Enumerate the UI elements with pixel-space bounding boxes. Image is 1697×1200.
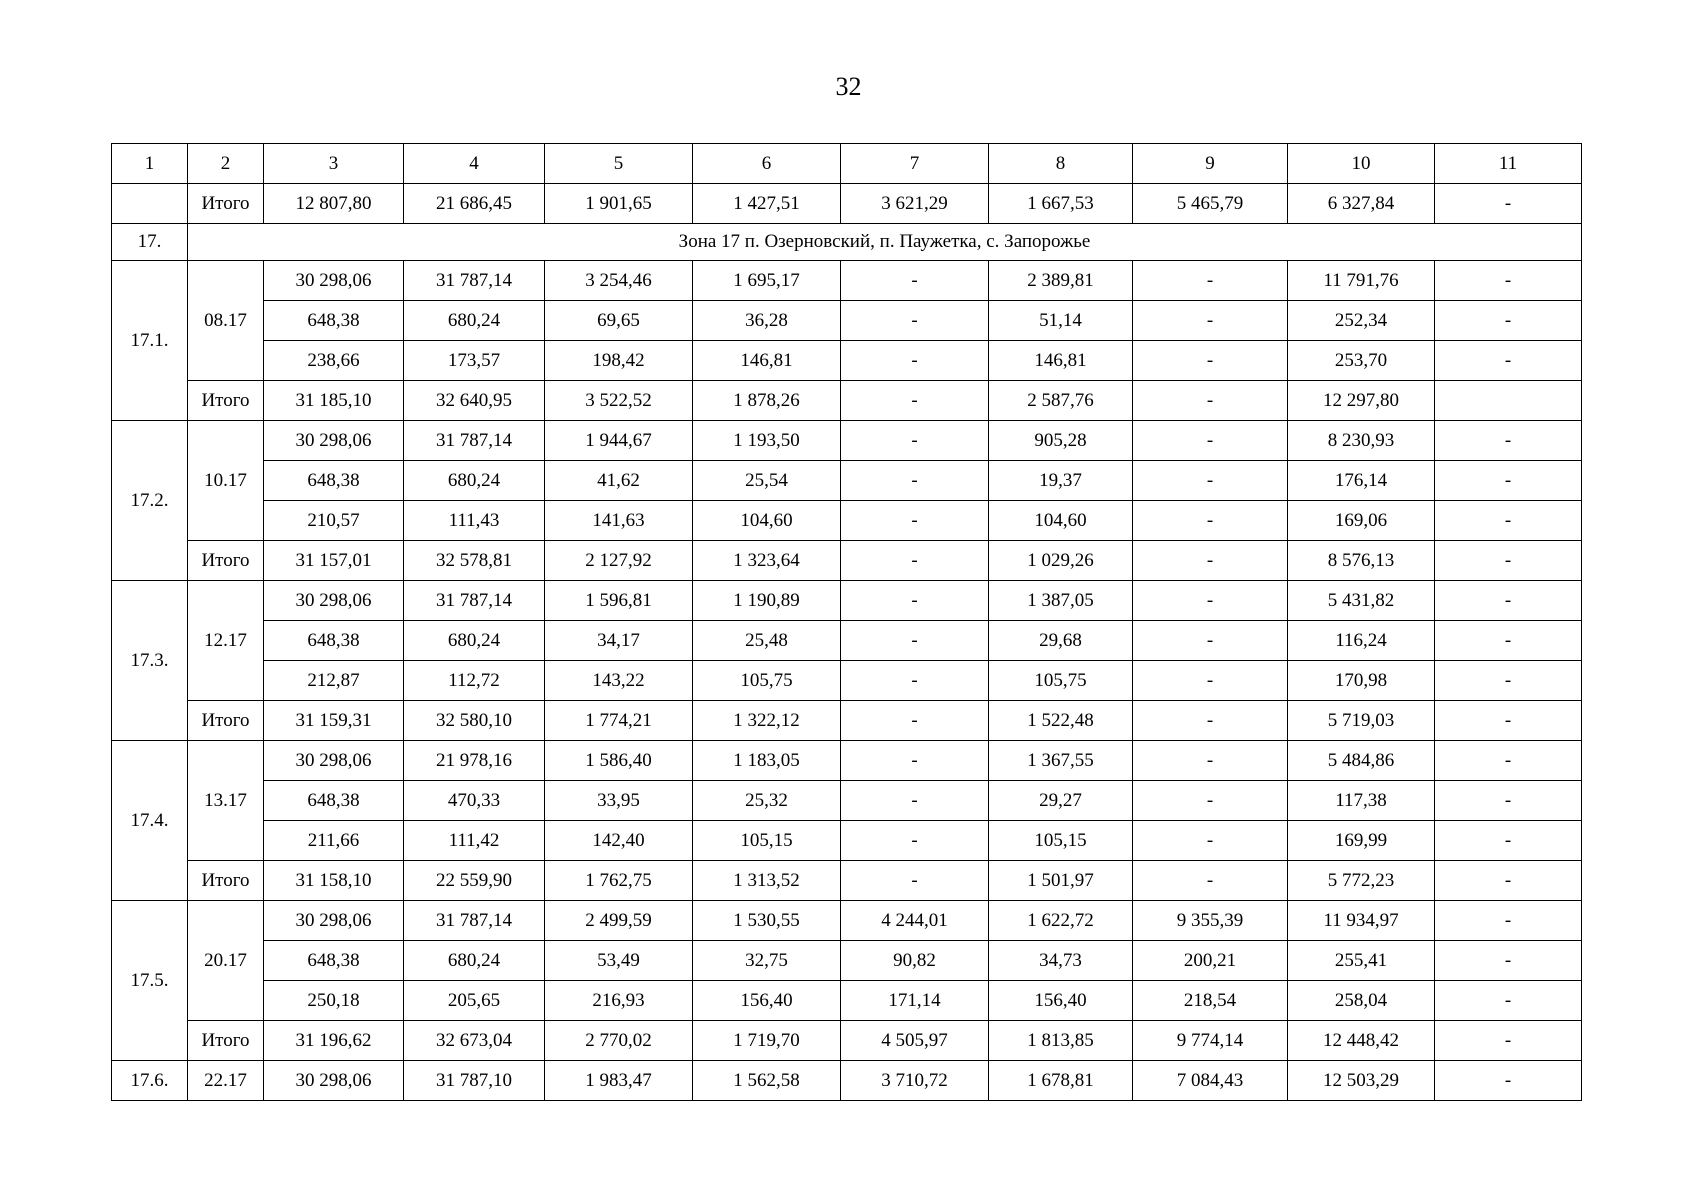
value-cell: - [1133, 261, 1288, 301]
value-cell: 1 719,70 [693, 1021, 841, 1061]
table-row [112, 421, 1582, 461]
value-cell: 680,24 [404, 301, 545, 341]
value-cell: 1 029,26 [989, 541, 1133, 581]
value-cell: 32 673,04 [404, 1021, 545, 1061]
value-cell: 1 193,50 [693, 421, 841, 461]
value-cell: 32 640,95 [404, 381, 545, 421]
value-cell: - [841, 741, 989, 781]
value-cell: - [1435, 781, 1582, 821]
item-code: 22.17 [188, 1061, 264, 1101]
value-cell: 142,40 [545, 821, 693, 861]
item-code: 08.17 [188, 261, 264, 381]
value-cell: 3 522,52 [545, 381, 693, 421]
zone-row [112, 224, 1582, 261]
value-cell: 33,95 [545, 781, 693, 821]
zone-number: 17. [112, 224, 188, 261]
value-cell: 31 196,62 [264, 1021, 404, 1061]
value-cell: 30 298,06 [264, 741, 404, 781]
value-cell: - [1133, 661, 1288, 701]
item-code: 12.17 [188, 581, 264, 701]
table-row [112, 941, 1582, 981]
value-cell: 53,49 [545, 941, 693, 981]
value-cell: 31 787,14 [404, 581, 545, 621]
total-label: Итого [188, 541, 264, 581]
value-cell: - [1435, 261, 1582, 301]
value-cell: 104,60 [989, 501, 1133, 541]
value-cell: 1 190,89 [693, 581, 841, 621]
value-cell: 12 503,29 [1288, 1061, 1435, 1101]
carry-total-row [112, 184, 1582, 224]
value-cell: 648,38 [264, 301, 404, 341]
value-cell: 22 559,90 [404, 861, 545, 901]
value-cell: 648,38 [264, 461, 404, 501]
table-row [112, 461, 1582, 501]
value-cell: - [841, 821, 989, 861]
value-cell: 6 327,84 [1288, 184, 1435, 224]
value-cell: 211,66 [264, 821, 404, 861]
table-row [112, 781, 1582, 821]
value-cell: - [1435, 1061, 1582, 1101]
value-cell: 32 580,10 [404, 701, 545, 741]
value-cell: 146,81 [989, 341, 1133, 381]
total-label: Итого [188, 184, 264, 224]
value-cell: 112,72 [404, 661, 545, 701]
value-cell: 2 389,81 [989, 261, 1133, 301]
value-cell: 105,75 [989, 661, 1133, 701]
value-cell: 143,22 [545, 661, 693, 701]
value-cell: 4 244,01 [841, 901, 989, 941]
value-cell: - [841, 781, 989, 821]
value-cell: 25,32 [693, 781, 841, 821]
value-cell: 3 710,72 [841, 1061, 989, 1101]
value-cell: 1 501,97 [989, 861, 1133, 901]
value-cell: 169,99 [1288, 821, 1435, 861]
value-cell: 8 576,13 [1288, 541, 1435, 581]
value-cell: 1 530,55 [693, 901, 841, 941]
value-cell: 146,81 [693, 341, 841, 381]
value-cell: 238,66 [264, 341, 404, 381]
value-cell: - [1435, 981, 1582, 1021]
value-cell: 32,75 [693, 941, 841, 981]
item-number: 17.4. [112, 741, 188, 901]
value-cell: 680,24 [404, 941, 545, 981]
value-cell: 156,40 [989, 981, 1133, 1021]
value-cell: 19,37 [989, 461, 1133, 501]
value-cell: 3 254,46 [545, 261, 693, 301]
value-cell: 905,28 [989, 421, 1133, 461]
value-cell: - [1133, 501, 1288, 541]
value-cell: 105,75 [693, 661, 841, 701]
column-header: 11 [1435, 144, 1582, 184]
table-row [112, 301, 1582, 341]
value-cell: 11 791,76 [1288, 261, 1435, 301]
total-row [112, 701, 1582, 741]
value-cell: 31 787,14 [404, 261, 545, 301]
value-cell: 1 427,51 [693, 184, 841, 224]
value-cell: 1 667,53 [989, 184, 1133, 224]
value-cell: - [1435, 941, 1582, 981]
value-cell: 30 298,06 [264, 1061, 404, 1101]
value-cell: - [841, 661, 989, 701]
value-cell: - [1435, 341, 1582, 381]
value-cell: 111,42 [404, 821, 545, 861]
item-number: 17.5. [112, 901, 188, 1061]
page-number: 32 [835, 72, 862, 101]
value-cell: 7 084,43 [1133, 1061, 1288, 1101]
total-row [112, 381, 1582, 421]
total-label: Итого [188, 381, 264, 421]
value-cell: 1 586,40 [545, 741, 693, 781]
value-cell: 1 901,65 [545, 184, 693, 224]
table-row [112, 621, 1582, 661]
value-cell: 5 719,03 [1288, 701, 1435, 741]
value-cell: - [1435, 901, 1582, 941]
item-code: 20.17 [188, 901, 264, 1021]
column-header: 10 [1288, 144, 1435, 184]
value-cell: 2 770,02 [545, 1021, 693, 1061]
value-cell: 258,04 [1288, 981, 1435, 1021]
value-cell: 32 578,81 [404, 541, 545, 581]
total-label: Итого [188, 701, 264, 741]
value-cell: 51,14 [989, 301, 1133, 341]
value-cell: 205,65 [404, 981, 545, 1021]
value-cell: 1 522,48 [989, 701, 1133, 741]
value-cell: 5 465,79 [1133, 184, 1288, 224]
value-cell: 3 621,29 [841, 184, 989, 224]
value-cell: 2 127,92 [545, 541, 693, 581]
item-code: 10.17 [188, 421, 264, 541]
value-cell: - [841, 861, 989, 901]
table-row [112, 261, 1582, 301]
value-cell: 105,15 [989, 821, 1133, 861]
value-cell: 30 298,06 [264, 261, 404, 301]
column-header: 3 [264, 144, 404, 184]
value-cell: 31 157,01 [264, 541, 404, 581]
value-cell: 173,57 [404, 341, 545, 381]
value-cell: - [1133, 701, 1288, 741]
table-row [112, 901, 1582, 941]
value-cell: 111,43 [404, 501, 545, 541]
value-cell: 12 297,80 [1288, 381, 1435, 421]
value-cell: - [1435, 621, 1582, 661]
table-row [112, 661, 1582, 701]
value-cell: 25,54 [693, 461, 841, 501]
value-cell: - [1133, 541, 1288, 581]
value-cell: 31 159,31 [264, 701, 404, 741]
total-label: Итого [188, 861, 264, 901]
value-cell: - [1435, 581, 1582, 621]
table-row [112, 741, 1582, 781]
value-cell: 31 158,10 [264, 861, 404, 901]
value-cell: - [1133, 781, 1288, 821]
value-cell: 104,60 [693, 501, 841, 541]
value-cell: 1 313,52 [693, 861, 841, 901]
value-cell: - [1435, 821, 1582, 861]
value-cell: 12 807,80 [264, 184, 404, 224]
value-cell: - [1133, 621, 1288, 661]
value-cell: - [1133, 741, 1288, 781]
tariff-table [111, 143, 1582, 1101]
value-cell: 255,41 [1288, 941, 1435, 981]
value-cell: 218,54 [1133, 981, 1288, 1021]
table-row [112, 501, 1582, 541]
value-cell: - [1435, 301, 1582, 341]
value-cell: 9 774,14 [1133, 1021, 1288, 1061]
value-cell: 34,73 [989, 941, 1133, 981]
value-cell: 648,38 [264, 781, 404, 821]
value-cell: - [1133, 461, 1288, 501]
value-cell: 1 322,12 [693, 701, 841, 741]
value-cell: 200,21 [1133, 941, 1288, 981]
value-cell: - [841, 421, 989, 461]
value-cell: 253,70 [1288, 341, 1435, 381]
value-cell: - [841, 621, 989, 661]
value-cell: - [1133, 301, 1288, 341]
value-cell: 30 298,06 [264, 901, 404, 941]
value-cell: - [1435, 461, 1582, 501]
value-cell: - [1435, 541, 1582, 581]
value-cell: - [841, 301, 989, 341]
column-header: 4 [404, 144, 545, 184]
value-cell: - [1133, 341, 1288, 381]
total-row [112, 541, 1582, 581]
value-cell: 210,57 [264, 501, 404, 541]
value-cell: - [1133, 381, 1288, 421]
table-row [112, 341, 1582, 381]
item-number: 17.1. [112, 261, 188, 421]
value-cell: - [841, 581, 989, 621]
value-cell: 1 367,55 [989, 741, 1133, 781]
value-cell: - [1133, 581, 1288, 621]
value-cell: 2 587,76 [989, 381, 1133, 421]
value-cell: 1 387,05 [989, 581, 1133, 621]
value-cell: 680,24 [404, 461, 545, 501]
column-header: 8 [989, 144, 1133, 184]
value-cell: - [1133, 821, 1288, 861]
value-cell: - [841, 501, 989, 541]
value-cell: 5 772,23 [1288, 861, 1435, 901]
value-cell: 11 934,97 [1288, 901, 1435, 941]
table-row [112, 1061, 1582, 1101]
value-cell: - [1435, 501, 1582, 541]
value-cell: 1 323,64 [693, 541, 841, 581]
value-cell: 31 185,10 [264, 381, 404, 421]
value-cell: 5 431,82 [1288, 581, 1435, 621]
value-cell: - [1435, 701, 1582, 741]
column-header: 2 [188, 144, 264, 184]
value-cell: 25,48 [693, 621, 841, 661]
empty-cell [112, 184, 188, 224]
value-cell: 680,24 [404, 621, 545, 661]
value-cell: 12 448,42 [1288, 1021, 1435, 1061]
value-cell: 1 774,21 [545, 701, 693, 741]
item-code: 13.17 [188, 741, 264, 861]
value-cell [1435, 381, 1582, 421]
value-cell: 9 355,39 [1133, 901, 1288, 941]
value-cell: - [1435, 741, 1582, 781]
value-cell: 8 230,93 [1288, 421, 1435, 461]
value-cell: 1 983,47 [545, 1061, 693, 1101]
value-cell: 30 298,06 [264, 421, 404, 461]
header-row [112, 144, 1582, 184]
value-cell: 171,14 [841, 981, 989, 1021]
value-cell: 212,87 [264, 661, 404, 701]
value-cell: 31 787,14 [404, 901, 545, 941]
zone-title: Зона 17 п. Озерновский, п. Паужетка, с. Запорожье [188, 224, 1582, 261]
value-cell: 470,33 [404, 781, 545, 821]
value-cell: 176,14 [1288, 461, 1435, 501]
value-cell: - [1133, 861, 1288, 901]
value-cell: 4 505,97 [841, 1021, 989, 1061]
value-cell: 141,63 [545, 501, 693, 541]
value-cell: 69,65 [545, 301, 693, 341]
value-cell: - [841, 461, 989, 501]
value-cell: - [841, 261, 989, 301]
column-header: 5 [545, 144, 693, 184]
table-row [112, 981, 1582, 1021]
value-cell: 1 944,67 [545, 421, 693, 461]
value-cell: 169,06 [1288, 501, 1435, 541]
value-cell: 1 695,17 [693, 261, 841, 301]
value-cell: 1 622,72 [989, 901, 1133, 941]
column-header: 7 [841, 144, 989, 184]
value-cell: 116,24 [1288, 621, 1435, 661]
table-row [112, 581, 1582, 621]
value-cell: 36,28 [693, 301, 841, 341]
value-cell: - [1435, 421, 1582, 461]
total-label: Итого [188, 1021, 264, 1061]
value-cell: 1 878,26 [693, 381, 841, 421]
value-cell: 31 787,14 [404, 421, 545, 461]
value-cell: 1 762,75 [545, 861, 693, 901]
value-cell: 1 183,05 [693, 741, 841, 781]
value-cell: 170,98 [1288, 661, 1435, 701]
value-cell: 1 678,81 [989, 1061, 1133, 1101]
value-cell: 648,38 [264, 621, 404, 661]
value-cell: - [1435, 861, 1582, 901]
column-header: 1 [112, 144, 188, 184]
value-cell: 648,38 [264, 941, 404, 981]
value-cell: 252,34 [1288, 301, 1435, 341]
value-cell: 1 562,58 [693, 1061, 841, 1101]
value-cell: 216,93 [545, 981, 693, 1021]
value-cell: 34,17 [545, 621, 693, 661]
value-cell: - [1435, 661, 1582, 701]
value-cell: 2 499,59 [545, 901, 693, 941]
value-cell: 31 787,10 [404, 1061, 545, 1101]
value-cell: 21 686,45 [404, 184, 545, 224]
table-row [112, 821, 1582, 861]
value-cell: 21 978,16 [404, 741, 545, 781]
value-cell: 105,15 [693, 821, 841, 861]
table-body [112, 144, 1582, 1101]
total-row [112, 1021, 1582, 1061]
value-cell: - [841, 341, 989, 381]
value-cell: 250,18 [264, 981, 404, 1021]
item-number: 17.6. [112, 1061, 188, 1101]
item-number: 17.2. [112, 421, 188, 581]
total-row [112, 861, 1582, 901]
column-header: 9 [1133, 144, 1288, 184]
value-cell: 198,42 [545, 341, 693, 381]
value-cell: - [841, 701, 989, 741]
value-cell: 117,38 [1288, 781, 1435, 821]
value-cell: - [841, 541, 989, 581]
column-header: 6 [693, 144, 841, 184]
item-number: 17.3. [112, 581, 188, 741]
value-cell: 30 298,06 [264, 581, 404, 621]
value-cell: 29,27 [989, 781, 1133, 821]
value-cell: - [841, 381, 989, 421]
value-cell: - [1133, 421, 1288, 461]
value-cell: 1 813,85 [989, 1021, 1133, 1061]
value-cell: 90,82 [841, 941, 989, 981]
value-cell: 29,68 [989, 621, 1133, 661]
value-cell: 5 484,86 [1288, 741, 1435, 781]
value-cell: - [1435, 1021, 1582, 1061]
value-cell: 156,40 [693, 981, 841, 1021]
value-cell: 41,62 [545, 461, 693, 501]
value-cell: 1 596,81 [545, 581, 693, 621]
value-cell: - [1435, 184, 1582, 224]
